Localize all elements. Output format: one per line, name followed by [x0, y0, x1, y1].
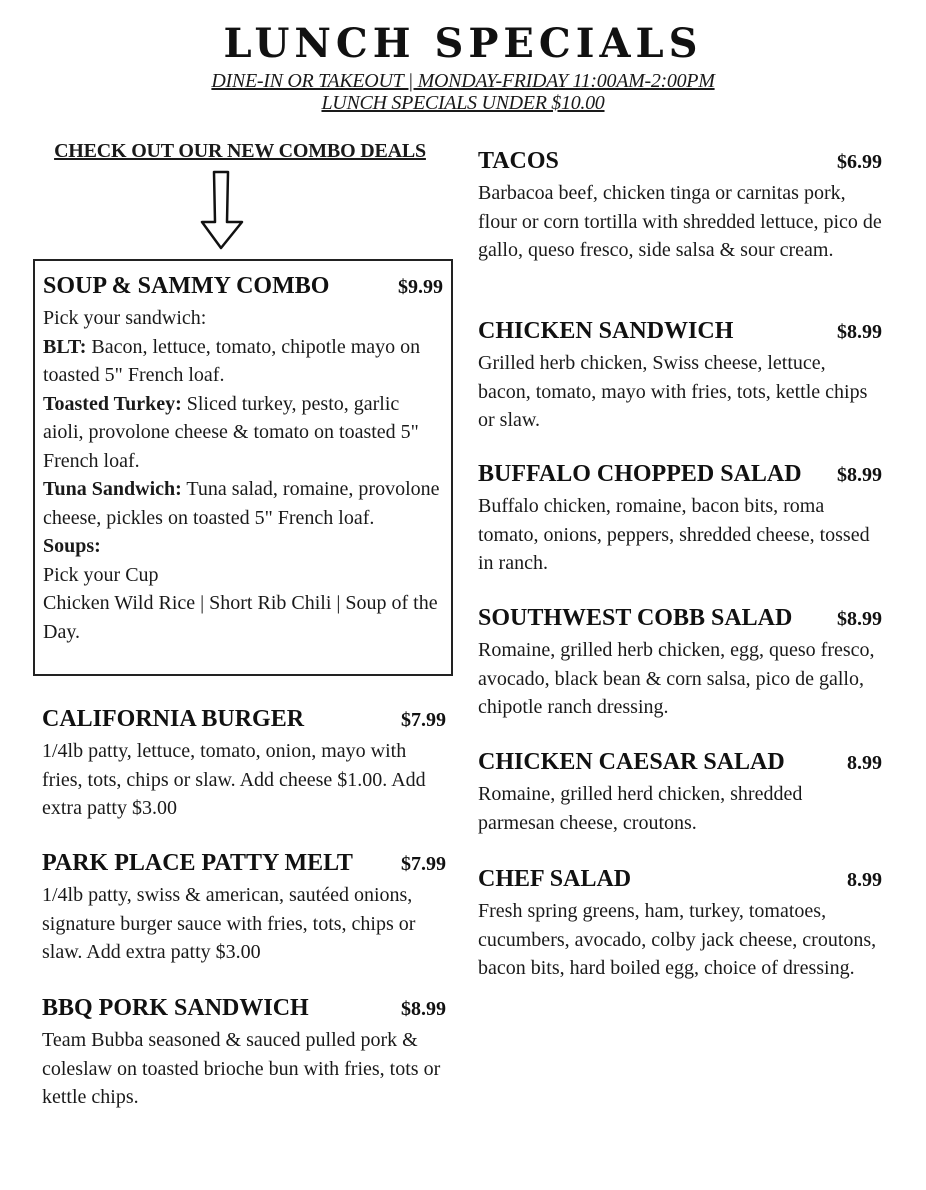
item-price: $8.99 — [401, 998, 446, 1020]
item-name: SOUTHWEST COBB SALAD — [478, 605, 793, 631]
menu-item-chicken-sandwich — [478, 314, 882, 435]
menu-item-california-burger — [42, 702, 446, 823]
menu-item-tacos — [478, 144, 882, 265]
item-desc: Romaine, grilled herb chicken, egg, queso fresco, avocado, black bean & corn salsa, pico de gallo, chipotle ranch dressing. — [478, 639, 875, 718]
item-price: $8.99 — [837, 321, 882, 343]
combo-option-tuna — [43, 475, 443, 532]
item-desc: Buffalo chicken, romaine, bacon bits, roma tomato, onions, peppers, shredded cheese, tossed in ranch. — [478, 495, 870, 574]
option-label: Tuna Sandwich: — [43, 478, 182, 500]
item-name: PARK PLACE PATTY MELT — [42, 850, 353, 876]
menu-item-bbq-pork — [42, 991, 446, 1112]
item-price: $6.99 — [837, 151, 882, 173]
combo-box — [33, 259, 453, 676]
menu-item-chicken-caesar — [478, 745, 882, 837]
item-name: CHEF SALAD — [478, 866, 632, 892]
combo-callout: CHECK OUT OUR NEW COMBO DEALS — [54, 140, 426, 162]
item-desc: Grilled herb chicken, Swiss cheese, lettuce, bacon, tomato, mayo with fries, tots, kettle chips or slaw. — [478, 352, 868, 431]
menu-item-patty-melt — [42, 846, 446, 967]
item-name: BUFFALO CHOPPED SALAD — [478, 461, 802, 487]
item-desc: 1/4lb patty, swiss & american, sautéed onions, signature burger sauce with fries, tots, chips or slaw. Add extra patty $3.00 — [42, 884, 416, 963]
option-text: Tuna salad, romaine, provolone cheese, pickles on toasted 5" French loaf. — [43, 478, 440, 529]
item-price: $7.99 — [401, 709, 446, 731]
price-note: LUNCH SPECIALS UNDER $10.00 — [321, 92, 605, 114]
item-name: CHICKEN SANDWICH — [478, 318, 734, 344]
item-desc: Fresh spring greens, ham, turkey, tomatoes, cucumbers, avocado, colby jack cheese, croutons, bacon bits, hard boiled egg, choice of dressing. — [478, 900, 877, 979]
page-title: LUNCH SPECIALS — [223, 20, 703, 67]
soups-intro: Pick your Cup — [43, 563, 159, 586]
item-name: BBQ PORK SANDWICH — [42, 995, 309, 1021]
item-desc: 1/4lb patty, lettuce, tomato, onion, mayo with fries, tots, chips or slaw. Add cheese $1.00. Add extra patty $3.00 — [42, 740, 426, 819]
item-price: $8.99 — [837, 608, 882, 630]
option-text: Bacon, lettuce, tomato, chipotle mayo on toasted 5" French loaf. — [43, 335, 421, 386]
item-price: $9.99 — [398, 276, 443, 298]
combo-intro: Pick your sandwich: — [43, 307, 207, 329]
menu-item-chef-salad — [478, 862, 882, 983]
menu-item-buffalo-salad — [478, 457, 882, 578]
combo-option-blt — [43, 333, 443, 390]
combo-option-turkey — [43, 390, 443, 476]
item-desc: Romaine, grilled herd chicken, shredded parmesan cheese, croutons. — [478, 783, 803, 834]
item-price: $8.99 — [837, 464, 882, 486]
menu-header — [0, 18, 926, 114]
down-arrow-icon — [200, 170, 244, 250]
item-name: CHICKEN CAESAR SALAD — [478, 749, 785, 775]
item-desc: Barbacoa beef, chicken tinga or carnitas pork, flour or corn tortilla with shredded lettuce, pico de gallo, queso fresco, side salsa & sour cream. — [478, 182, 882, 261]
soups-heading: Soups: — [43, 535, 101, 557]
item-price: 8.99 — [847, 752, 882, 774]
item-name: TACOS — [478, 148, 559, 174]
option-text: Sliced turkey, pesto, garlic aioli, provolone cheese & tomato on toasted 5" French loaf. — [43, 392, 419, 472]
combo-header — [43, 269, 443, 304]
soups-list: Chicken Wild Rice | Short Rib Chili | Soup of the Day. — [43, 592, 438, 643]
option-label: Toasted Turkey: — [43, 392, 182, 415]
option-label: BLT: — [43, 335, 87, 358]
menu-item-southwest-cobb — [478, 601, 882, 722]
soups-label — [43, 532, 443, 561]
item-desc: Team Bubba seasoned & sauced pulled pork & coleslaw on toasted brioche bun with fries, tots or kettle chips. — [42, 1029, 441, 1108]
service-hours: DINE-IN OR TAKEOUT | MONDAY-FRIDAY 11:00AM-2:00PM — [211, 70, 715, 92]
item-price: $7.99 — [401, 853, 446, 875]
item-price: 8.99 — [847, 869, 882, 891]
item-name: CALIFORNIA BURGER — [42, 706, 305, 732]
item-name: SOUP & SAMMY COMBO — [43, 273, 330, 299]
